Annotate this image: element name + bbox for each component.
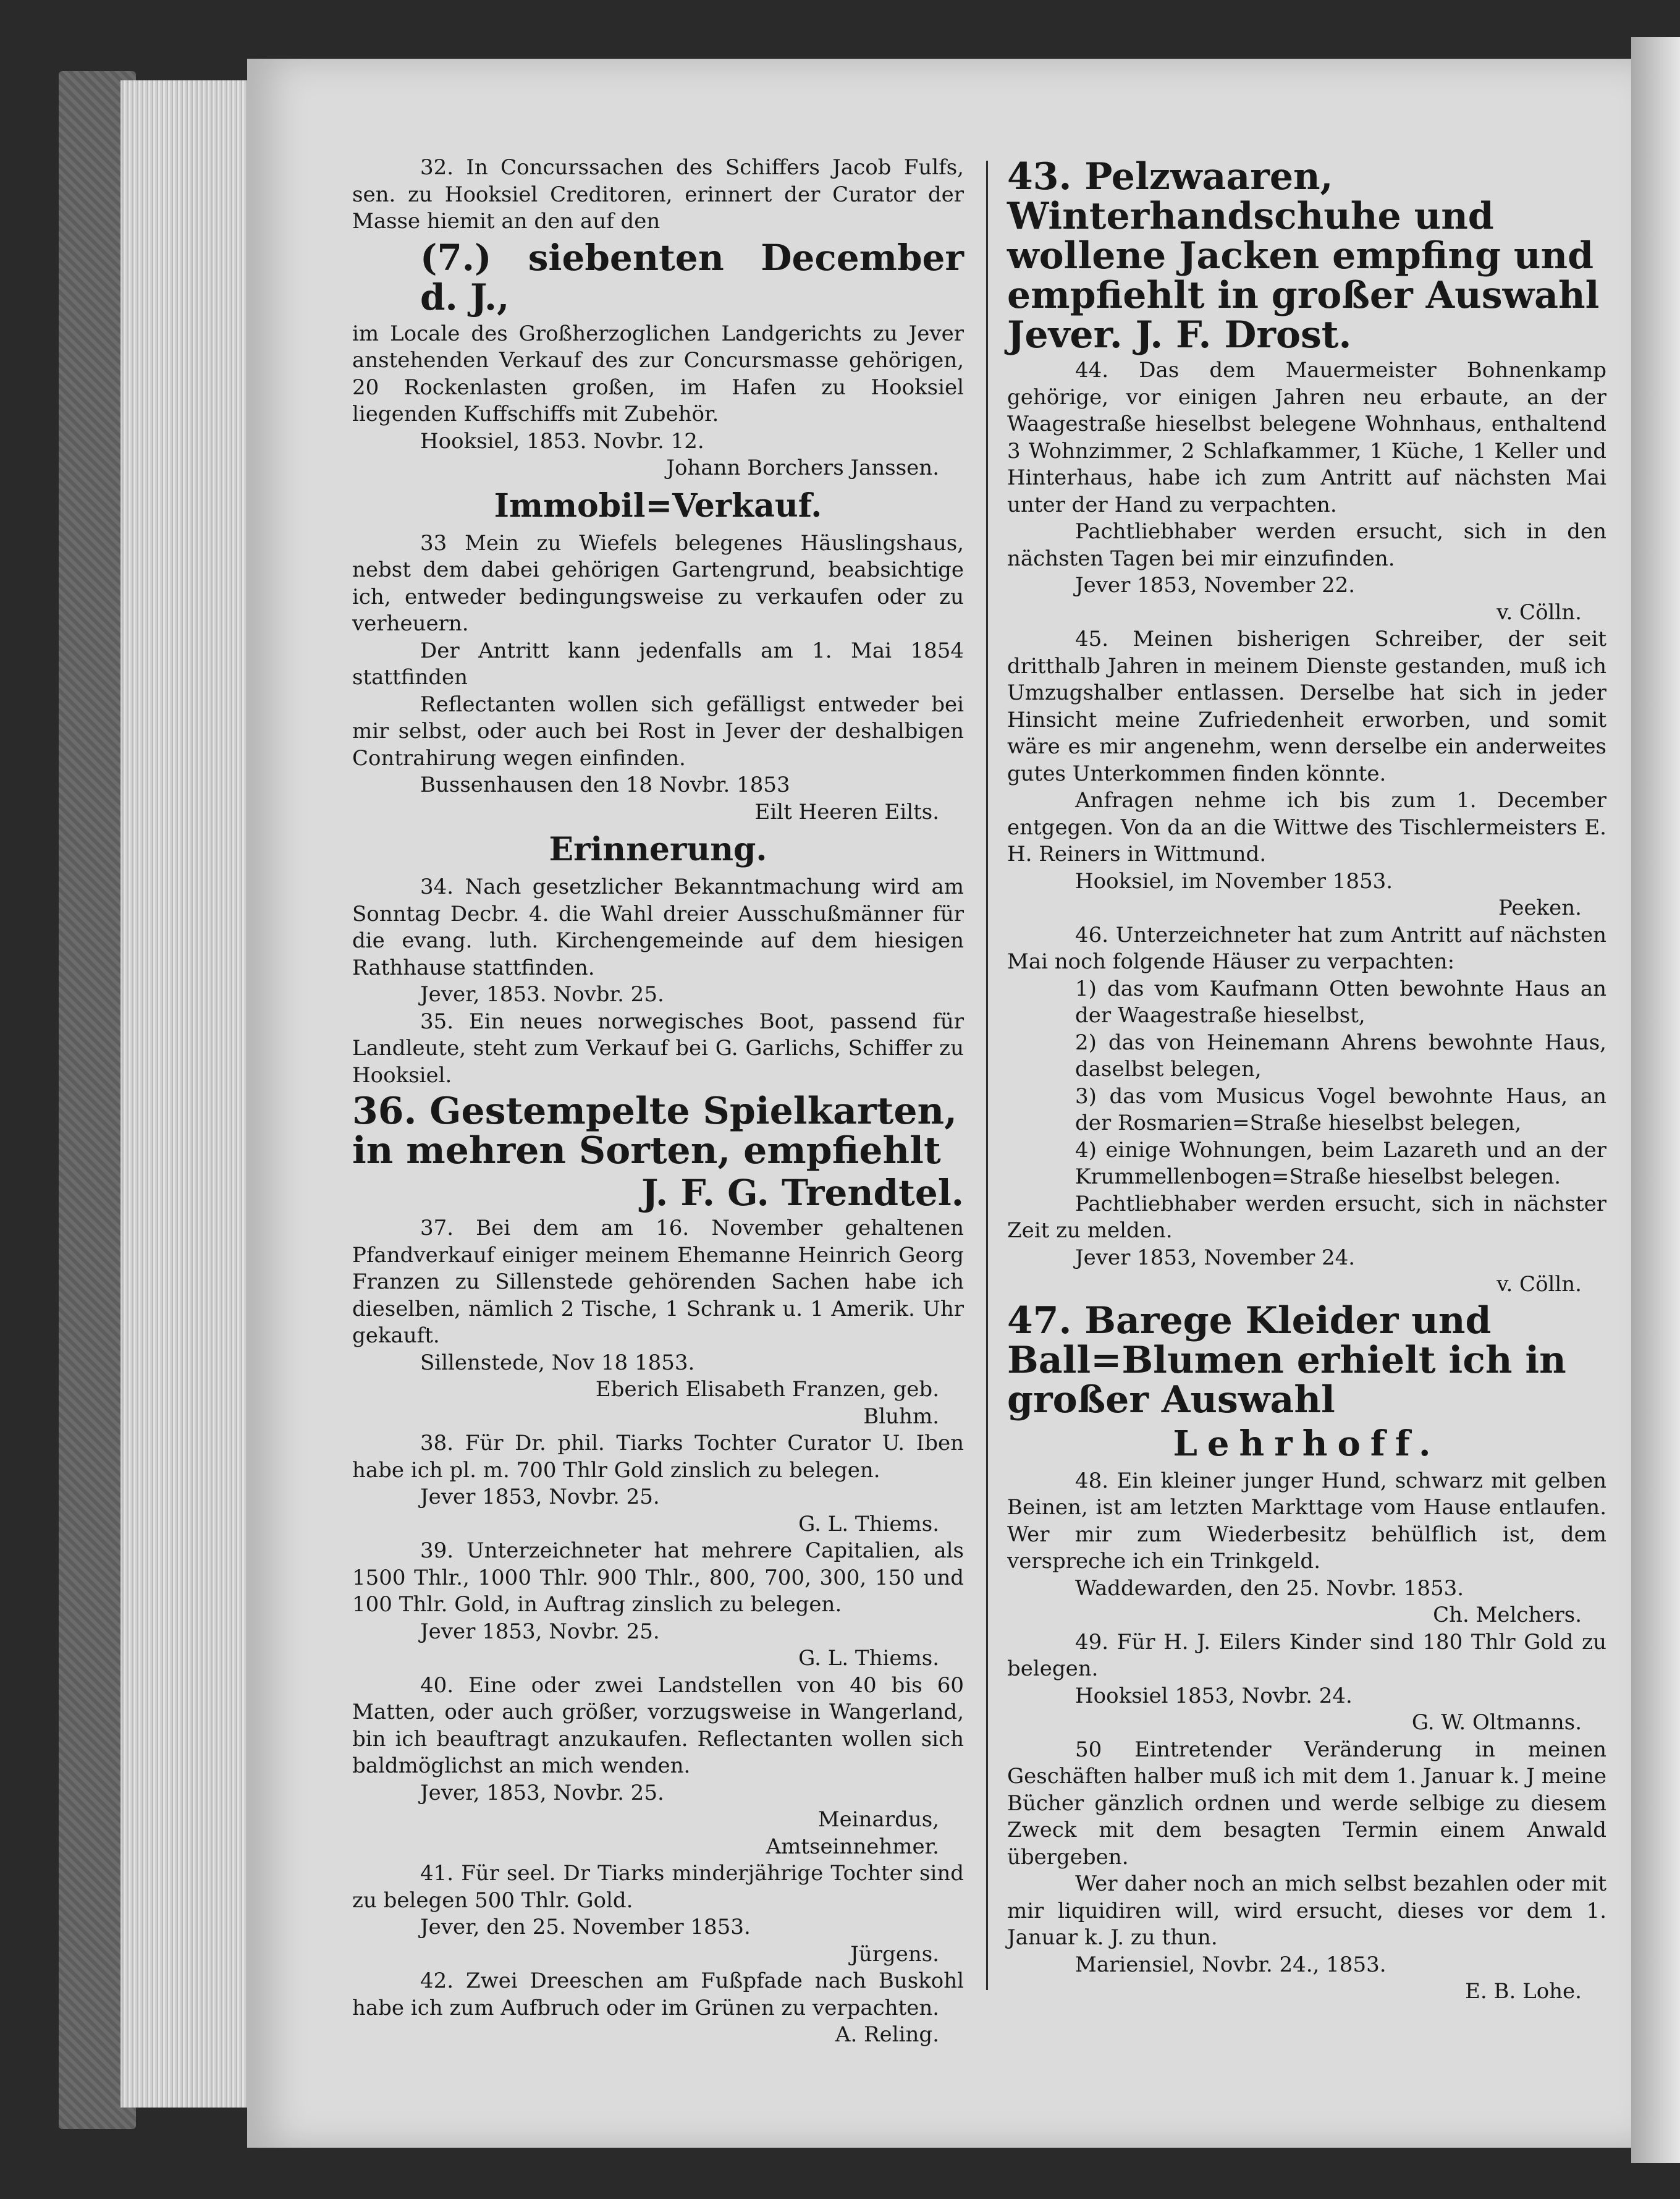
- notice-42-signature: A. Reling.: [835, 2022, 939, 2047]
- notice-46-signature: v. Cölln.: [1496, 1272, 1582, 1297]
- notice-32-cont: im Locale des Großherzoglichen Landgerichts zu Jever anstehenden Verkauf des zur Concursmasse gehörigen, 20 Rockenlasten großen, im Hafen zu Hooksiel liegenden Kuffschiffs mit Zubehör.: [352, 321, 964, 426]
- notice-40: 40. Eine oder zwei Landstellen von 40 bis 60 Matten, oder auch größer, vorzugsweise in Wangerland, bin ich beauftragt anzukaufen. Reflectanten wollen sich baldmöglichst an mich wenden.: [352, 1672, 964, 1778]
- notice-46-item: 1) das vom Kaufmann Otten bewohnte Haus an der Waagestraße hieselbst,: [1075, 976, 1606, 1028]
- notice-45-signature: Peeken.: [1498, 896, 1582, 920]
- notice-37-signature-2: Bluhm.: [863, 1404, 939, 1429]
- notice-47-signature: Lehrhoff.: [1173, 1423, 1441, 1464]
- notice-49-signature: G. W. Oltmanns.: [1411, 1710, 1582, 1735]
- notice-48: 48. Ein kleiner junger Hund, schwarz mit gelben Beinen, ist am letzten Markttage vom Hause entlaufen. Wer mir zum Wiederbesitz behülflich ist, dem verspreche ich ein Trinkgeld.: [1007, 1468, 1606, 1574]
- notice-49-place: Hooksiel 1853, Novbr. 24.: [1075, 1683, 1353, 1708]
- notice-49: 49. Für H. J. Eilers Kinder sind 180 Thlr Gold zu belegen.: [1007, 1629, 1606, 1681]
- notice-34-place: Jever, 1853. Novbr. 25.: [420, 982, 664, 1007]
- notice-40-signature-2: Amtseinnehmer.: [766, 1834, 939, 1859]
- notice-46: 46. Unterzeichneter hat zum Antritt auf nächsten Mai noch folgende Häuser zu verpachten:: [1007, 922, 1606, 974]
- notice-50-signature: E. B. Lohe.: [1465, 1979, 1582, 2004]
- notice-41-place: Jever, den 25. November 1853.: [420, 1915, 751, 1939]
- notice-46-item: 4) einige Wohnungen, beim Lazareth und an der Krummellenbogen=Straße hieselbst belegen.: [1075, 1137, 1606, 1189]
- column-rule: [986, 161, 988, 1990]
- notice-34: 34. Nach gesetzlicher Bekanntmachung wird am Sonntag Decbr. 4. die Wahl dreier Ausschußmänner für die evang. luth. Kirchengemeinde auf dem hiesigen Rathhause stattfinden.: [352, 875, 964, 980]
- notice-33-c: Reflectanten wollen sich gefälligst entweder bei mir selbst, oder auch bei Rost in Jever der deshalbigen Contrahirung wegen einfinden.: [352, 692, 964, 771]
- notice-33-signature: Eilt Heeren Eilts.: [754, 799, 939, 824]
- notice-44: 44. Das dem Mauermeister Bohnenkamp gehörige, vor einigen Jahren neu erbaute, an der Waagestraße hieselbst belegene Wohnhaus, enthaltend 3 Wohnzimmer, 2 Schlafkammer, 1 Küche, 1 Keller und Hinterhaus, habe ich zum Antritt auf nächsten Mai unter der Hand zu verpachten.: [1007, 358, 1606, 517]
- notice-37-place: Sillenstede, Nov 18 1853.: [420, 1350, 695, 1375]
- notice-33-b: Der Antritt kann jedenfalls am 1. Mai 1854 stattfinden: [352, 638, 964, 690]
- notice-41-signature: Jürgens.: [850, 1941, 939, 1967]
- notice-39-signature: G. L. Thiems.: [798, 1646, 939, 1671]
- notice-33: 33 Mein zu Wiefels belegenes Häuslingshaus, nebst dem dabei gehörigen Gartengrund, beabsichtige ich, entweder bedingungsweise zu verkaufen oder zu verheuern.: [352, 530, 964, 636]
- notice-37-signature: Eberich Elisabeth Franzen, geb.: [595, 1377, 939, 1402]
- notice-36-signature: J. F. G. Trendtel.: [641, 1172, 964, 1214]
- notice-39-place: Jever 1853, Novbr. 25.: [420, 1619, 660, 1644]
- notice-40-signature: Meinardus,: [817, 1807, 939, 1832]
- notice-45: 45. Meinen bisherigen Schreiber, der seit dritthalb Jahren in meinem Dienste gestanden, muß ich Umzugshalber entlassen. Derselbe hat sich in jeder Hinsicht meine Zufriedenheit erworben, und somit wäre es mir angenehm, wenn derselbe ein anderweites gutes Unterkommen finden könnte.: [1007, 627, 1606, 786]
- notice-42: 42. Zwei Dreeschen am Fußpfade nach Buskohl habe ich zum Aufbruch oder im Grünen zu verpachten.: [352, 1968, 964, 2020]
- notice-44-place: Jever 1853, November 22.: [1075, 573, 1356, 598]
- notice-47: 47. Barege Kleider und Ball=Blumen erhielt ich in großer Auswahl: [1007, 1299, 1566, 1422]
- notice-38: 38. Für Dr. phil. Tiarks Tochter Curator U. Iben habe ich pl. m. 700 Thlr Gold zinslich zu belegen.: [352, 1431, 964, 1483]
- notice-45-b: Anfragen nehme ich bis zum 1. December entgegen. Von da an die Wittwe des Tischlermeisters E. H. Reiners in Wittmund.: [1007, 788, 1606, 866]
- notice-32-place: Hooksiel, 1853. Novbr. 12.: [420, 428, 704, 454]
- notice-45-place: Hooksiel, im November 1853.: [1075, 868, 1393, 894]
- notice-36: 36. Gestempelte Spielkarten, in mehren Sorten, empfiehlt: [352, 1090, 958, 1172]
- notice-40-place: Jever, 1853, Novbr. 25.: [420, 1780, 664, 1805]
- notice-48-place: Waddewarden, den 25. Novbr. 1853.: [1075, 1575, 1464, 1601]
- notice-46-place: Jever 1853, November 24.: [1075, 1245, 1356, 1270]
- notice-50: 50 Eintretender Veränderung in meinen Geschäften halber muß ich mit dem 1. Januar k. J meine Bücher gänzlich ordnen und werde selbige zu diesem Zweck mit dem besagten Termin einem Anwald übergeben.: [1007, 1737, 1606, 1870]
- heading-erinnerung: Erinnerung.: [549, 831, 767, 868]
- heading-immobil: Immobil=Verkauf.: [494, 486, 822, 525]
- notice-33-place: Bussenhausen den 18 Novbr. 1853: [420, 773, 790, 797]
- page-edges: [120, 80, 256, 2108]
- notice-38-place: Jever 1853, Novbr. 25.: [420, 1485, 660, 1509]
- notice-44-b: Pachtliebhaber werden ersucht, sich in den nächsten Tagen bei mir einzufinden.: [1007, 519, 1606, 571]
- notice-37: 37. Bei dem am 16. November gehaltenen Pfandverkauf einiger meinem Ehemanne Heinrich Georg Franzen zu Sillenstede gehörenden Sachen habe ich dieselben, nämlich 2 Tische, 1 Schrank u. 1 Amerik. Uhr gekauft.: [352, 1216, 964, 1348]
- facing-page-edge: [1631, 37, 1680, 2163]
- notice-48-signature: Ch. Melchers.: [1433, 1603, 1582, 1627]
- notice-38-signature: G. L. Thiems.: [798, 1511, 939, 1536]
- notice-35: 35. Ein neues norwegisches Boot, passend für Landleute, steht zum Verkauf bei G. Garlichs, Schiffer zu Hooksiel.: [352, 1009, 964, 1088]
- notice-44-signature: v. Cölln.: [1496, 600, 1582, 625]
- notice-46-item: 2) das von Heinemann Ahrens bewohnte Haus, daselbst belegen,: [1075, 1030, 1606, 1082]
- notice-32: 32. In Concurssachen des Schiffers Jacob Fulfs, sen. zu Hooksiel Creditoren, erinnert der Curator der Masse hiemit an den auf den: [352, 155, 964, 234]
- left-column: [352, 155, 964, 2049]
- notice-32-signature: Johann Borchers Janssen.: [666, 455, 939, 480]
- notice-39: 39. Unterzeichneter hat mehrere Capitalien, als 1500 Thlr., 1000 Thlr. 900 Thlr., 800, 700, 300, 150 und 100 Thlr. Gold, in Auftrag zinslich zu belegen.: [352, 1538, 964, 1617]
- notice-46-b: Pachtliebhaber werden ersucht, sich in nächster Zeit zu melden.: [1007, 1191, 1606, 1243]
- notice-50-b: Wer daher noch an mich selbst bezahlen oder mit mir liquidiren will, wird ersucht, dieses vor dem 1. Januar k. J. zu thun.: [1007, 1871, 1606, 1950]
- notice-43: 43. Pelzwaaren, Winterhandschuhe und wollene Jacken empfing und empfiehlt in großer Auswahl Jever. J. F. Drost.: [1007, 155, 1600, 357]
- notice-41: 41. Für seel. Dr Tiarks minderjährige Tochter sind zu belegen 500 Thlr. Gold.: [352, 1861, 964, 1913]
- notice-32-date: (7.) siebenten December d. J.,: [420, 236, 964, 318]
- notice-46-item: 3) das vom Musicus Vogel bewohnte Haus, an der Rosmarien=Straße hieselbst belegen,: [1075, 1083, 1606, 1135]
- notice-50-place: Mariensiel, Novbr. 24., 1853.: [1075, 1952, 1387, 1977]
- right-column: [1007, 155, 1606, 2006]
